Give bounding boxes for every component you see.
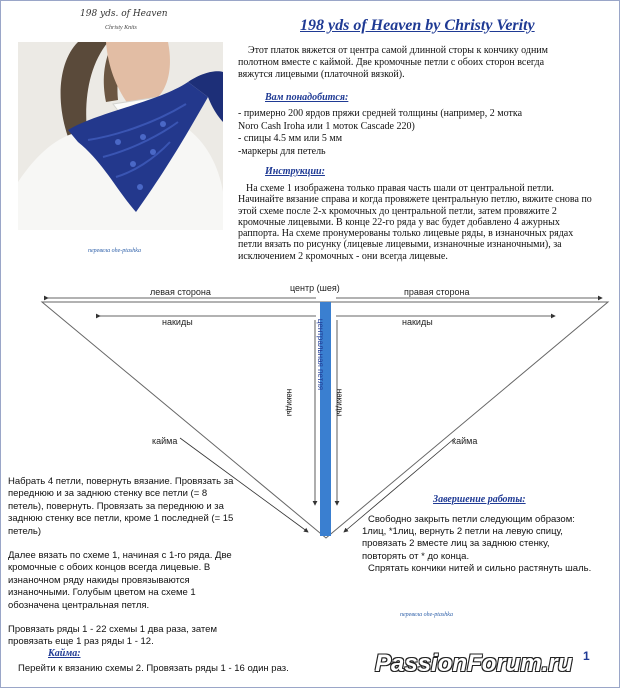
cast-on-paragraph: Набрать 4 петли, повернуть вязание. Провязать за переднюю и за заднюю стенку все петли (= 8 петель), повернуть. Провязать за переднюю и за заднюю стенку все петли, кроме 1 последней (= 15 петель) — [8, 476, 234, 537]
page-title: 198 yds of Heaven by Christy Verity — [300, 17, 535, 34]
watermark: PassionForum.ru — [375, 650, 573, 677]
finishing-text — [362, 514, 607, 575]
instructions-heading: Инструкции: — [265, 166, 325, 177]
materials-item: - спицы 4.5 мм или 5 мм — [238, 133, 343, 144]
photo-credit: перевела ohe-ptashka — [88, 248, 141, 254]
intro-text: Этот платок вяжется от центра самой длинной сторы к кончику одним полотном вместе с каймой. Две кромочные петли с обоих сторон всегда вяжутся лицевыми (платочной вязкой). — [238, 45, 548, 80]
materials-heading: Вам понадобится: — [265, 92, 349, 103]
border-text: Перейти к вязанию схемы 2. Провязать ряды 1 - 16 один раз. — [18, 663, 289, 674]
instructions-text: На схеме 1 изображена только правая часть шали от центральной петли. Начинайте вязание справа и когда провяжете центральную петлю, вяжите снова по этой схеме после 2-х кромочных до центральной петли, затем провяжите 2 кромочные лицевыми. В конце 22-го ряда у вас будет добавлено 4 ажурных раппорта. На схеме пронумерованы только лицевые ряды, в изнаночных рядах петли вязать по рисунку (лицевые лицевыми, изнаночные изнаночными), за исключением 2 кромочных - они всегда лицевые. — [238, 183, 592, 262]
border-heading: Кайма: — [48, 648, 81, 659]
border-right-label: кайма — [452, 436, 478, 446]
border-left-label: кайма — [152, 436, 178, 446]
cast-on-paragraph: Провязать ряды 1 - 22 схемы 1 два раза, затем провязать еще 1 раз ряды 1 - 12. — [8, 624, 217, 648]
finishing-line: Спрятать кончики нитей и сильно растянуть шаль. — [368, 562, 592, 574]
page-number: 1 — [583, 649, 590, 663]
materials-item: -маркеры для петель — [238, 145, 326, 157]
left-side-label: левая сторона — [150, 287, 211, 297]
yo-vertical-right-label: накиды — [335, 388, 345, 417]
finishing-line: провязать 2 вместе лиц за заднюю стенку, — [362, 538, 550, 550]
translator-credit: перевела ohe-ptashka — [400, 612, 453, 618]
materials-item: - примерно 200 ярдов пряжи средней толщины (например, 2 мотка — [238, 108, 523, 119]
photo-caption: 198 yds. of Heaven — [80, 9, 168, 19]
cast-on-paragraph: Далее вязать по схеме 1, начиная с 1-го ряда. Две кромочные с обоих концов всегда лицевые. В изнаночном ряду накиды провязываются изнаночными. Голубым цветом на схеме 1 обозначена центральная петля. — [8, 550, 232, 611]
center-label: центр (шея) — [290, 283, 340, 293]
center-stitch-label: центральная петля — [316, 318, 326, 391]
yo-left-label: накиды — [162, 317, 193, 327]
cast-on-instructions — [8, 476, 243, 661]
finishing-line: Свободно закрыть петли следующим образом: — [368, 514, 575, 525]
right-side-label: правая сторона — [404, 287, 470, 297]
yo-vertical-left-label: накиды — [285, 388, 295, 417]
yo-right-label: накиды — [402, 317, 433, 327]
materials-item: Noro Cash Iroha или 1 моток Cascade 220) — [238, 120, 415, 132]
finishing-heading: Завершение работы: — [433, 494, 526, 505]
photo-subcaption: Christy Knits — [105, 25, 137, 31]
finishing-line: 1лиц, *1лиц, вернуть 2 петли на левую спицу, — [362, 526, 563, 538]
finishing-line: повторять от * до конца. — [362, 550, 470, 562]
